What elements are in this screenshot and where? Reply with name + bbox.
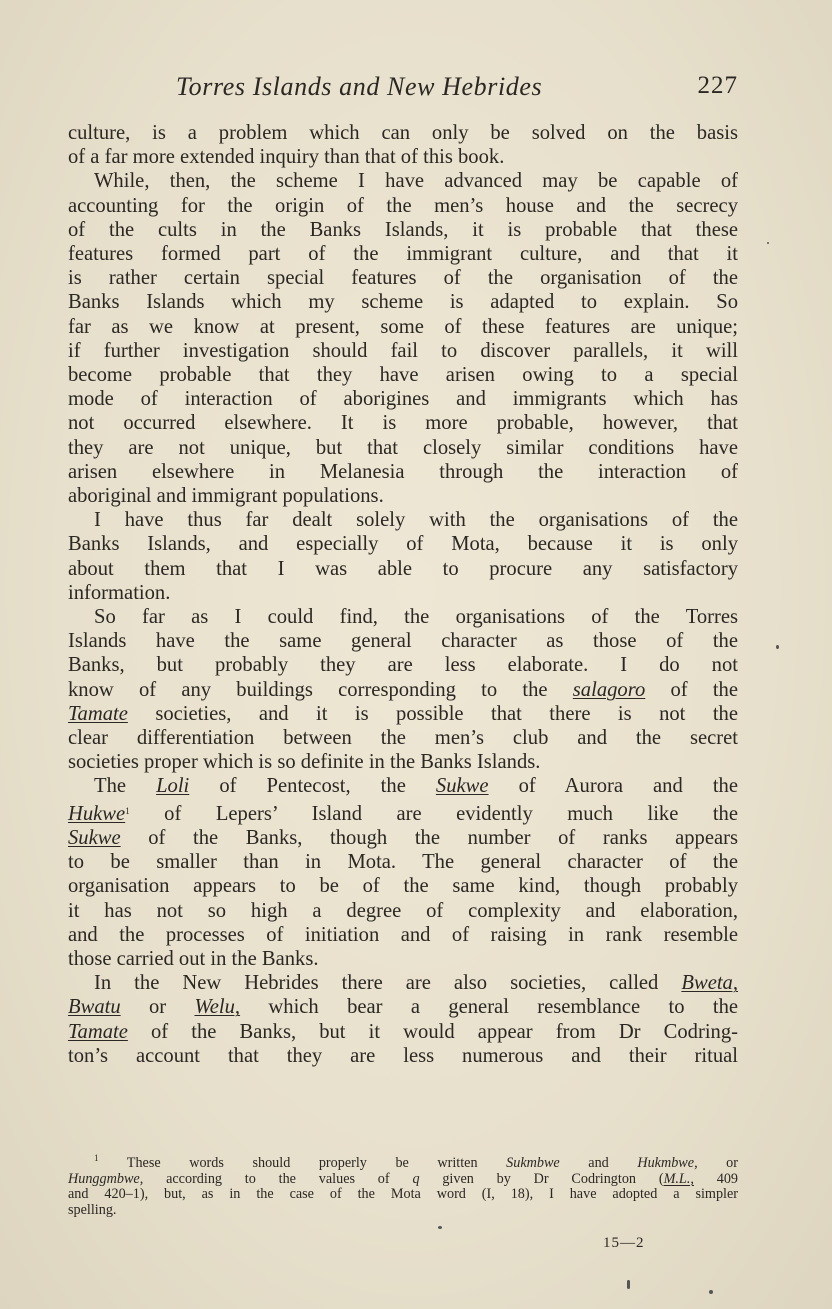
text-run: The: [94, 775, 157, 798]
term-hukmbwe: Hukmbwe,: [637, 1155, 698, 1171]
footnote-line: [68, 1151, 738, 1172]
text-line: they are not unique, but that closely similar conditions have: [68, 436, 738, 459]
text-run: These words should properly be written: [98, 1155, 507, 1171]
term-hunggmbwe: Hunggmbwe,: [68, 1170, 144, 1187]
text-line: become probable that they have arisen owing to a special: [68, 364, 738, 387]
text-line: if further investigation should fail to discover parallels, it will: [68, 339, 738, 362]
text-line: of the cults in the Banks Islands, it is probable that these: [68, 218, 738, 241]
text-line: [68, 1020, 738, 1044]
term-loli: Loli: [156, 775, 190, 798]
text-line: [68, 971, 738, 995]
footnote-line: [68, 1172, 738, 1188]
text-run: of the: [645, 678, 738, 701]
text-line: societies proper which is so definite in the Banks Islands.: [68, 751, 541, 774]
text-line: arisen elsewhere in Melanesia through the interaction of: [68, 460, 738, 483]
term-sukwe: Sukwe: [435, 775, 489, 798]
text-run: of Aurora and the: [488, 775, 738, 798]
text-line: While, then, the scheme I have advanced may be capable of: [94, 170, 738, 193]
text-line: [68, 826, 738, 850]
text-run: societies, and it is possible that there is not the: [127, 702, 738, 725]
text-line: So far as I could find, the organisations of the Torres: [94, 606, 738, 629]
running-head-title: Torres Islands and New Hebrides: [176, 72, 543, 101]
text-line: those carried out in the Banks.: [68, 947, 319, 970]
text-line: clear differentiation between the men’s club and the secret: [68, 727, 738, 750]
paper-speck: [709, 1290, 713, 1294]
paper-speck: [438, 1226, 442, 1229]
text-line: of a far more extended inquiry than that of this book.: [68, 146, 505, 169]
text-line: information.: [68, 581, 171, 604]
text-line: far as we know at present, some of these features are unique;: [68, 315, 738, 338]
term-bwatu: Bwatu: [68, 996, 121, 1019]
text-run: of Lepers’ Island are evidently much like the: [129, 802, 738, 825]
text-run: In the New Hebrides there are also societies, called: [94, 972, 682, 995]
text-line: Banks Islands, and especially of Mota, because it is only: [68, 533, 738, 556]
text-line: not occurred elsewhere. It is more probable, however, that: [68, 412, 738, 435]
footnote-line: and 420–1), but, as in the case of the Mota word (I, 18), I have adopted a simpler: [68, 1186, 738, 1203]
term-salagoro: salagoro: [572, 678, 646, 701]
text-line: organisation appears to be of the same kind, though probably: [68, 875, 738, 898]
text-line: it has not so high a degree of complexity and elaboration,: [68, 899, 738, 922]
text-line: [68, 702, 738, 726]
footnote-line: spelling.: [68, 1201, 117, 1218]
term-sukmbwe: Sukmbwe: [506, 1155, 560, 1171]
text-line: Islands have the same general character as those of the: [68, 630, 738, 653]
term-welu: Welu,: [194, 996, 241, 1019]
citation-ml: M.L.,: [663, 1170, 694, 1187]
body-text: [68, 121, 738, 1068]
text-run: which bear a general resemblance to the: [240, 996, 739, 1019]
footnote-number: 1: [94, 1153, 99, 1163]
text-run: 409: [693, 1170, 738, 1187]
text-run: of the Banks, but it would appear from Dr Codring-: [127, 1020, 738, 1043]
text-line: [68, 774, 738, 798]
text-run: and: [559, 1155, 638, 1171]
term-bweta: Bweta,: [681, 972, 738, 995]
paper-speck: [627, 1280, 630, 1289]
page-number: 227: [697, 72, 738, 99]
text-line: and the processes of initiation and of raising in rank resemble: [68, 923, 738, 946]
term-tamate: Tamate: [68, 1020, 128, 1043]
text-line: Banks Islands which my scheme is adapted to explain. So: [68, 291, 738, 314]
text-run: know of any buildings corresponding to the: [68, 678, 573, 701]
term-q: q: [412, 1170, 420, 1187]
text-line: Banks, but probably they are less elaborate. I do not: [68, 654, 738, 677]
paper-speck: [776, 645, 779, 649]
text-run: given by Dr Codrington (: [419, 1170, 664, 1187]
text-run: of Pentecost, the: [189, 775, 436, 798]
signature-mark: 15—2: [603, 1235, 645, 1251]
text-line: I have thus far dealt solely with the organisations of the: [94, 509, 738, 532]
term-hukwe: Hukwe: [68, 802, 126, 825]
text-line: aboriginal and immigrant populations.: [68, 485, 384, 508]
text-line: culture, is a problem which can only be solved on the basis: [68, 122, 738, 144]
text-line: accounting for the origin of the men’s house and the secrecy: [68, 194, 738, 217]
text-run: of the Banks, though the number of ranks appears: [120, 826, 738, 849]
text-line: is rather certain special features of the organisation of the: [68, 267, 738, 290]
text-line: [68, 799, 738, 826]
text-line: ton’s account that they are less numerous and their ritual: [68, 1044, 738, 1067]
text-line: [68, 995, 738, 1019]
term-sukwe: Sukwe: [68, 826, 121, 849]
paper-speck: [767, 242, 769, 244]
text-line: to be smaller than in Mota. The general character of the: [68, 851, 738, 874]
text-line: [68, 678, 738, 702]
text-run: according to the values of: [143, 1170, 413, 1187]
text-line: mode of interaction of aborigines and immigrants which has: [68, 388, 738, 411]
text-run: or: [697, 1155, 738, 1171]
text-line: about them that I was able to procure any satisfactory: [68, 557, 738, 580]
running-head: [68, 72, 738, 108]
footnote: [68, 1151, 738, 1218]
footnote-marker: 1: [125, 805, 130, 816]
term-tamate: Tamate: [68, 702, 128, 725]
text-run: or: [120, 996, 195, 1019]
text-line: features formed part of the immigrant culture, and that it: [68, 243, 738, 266]
